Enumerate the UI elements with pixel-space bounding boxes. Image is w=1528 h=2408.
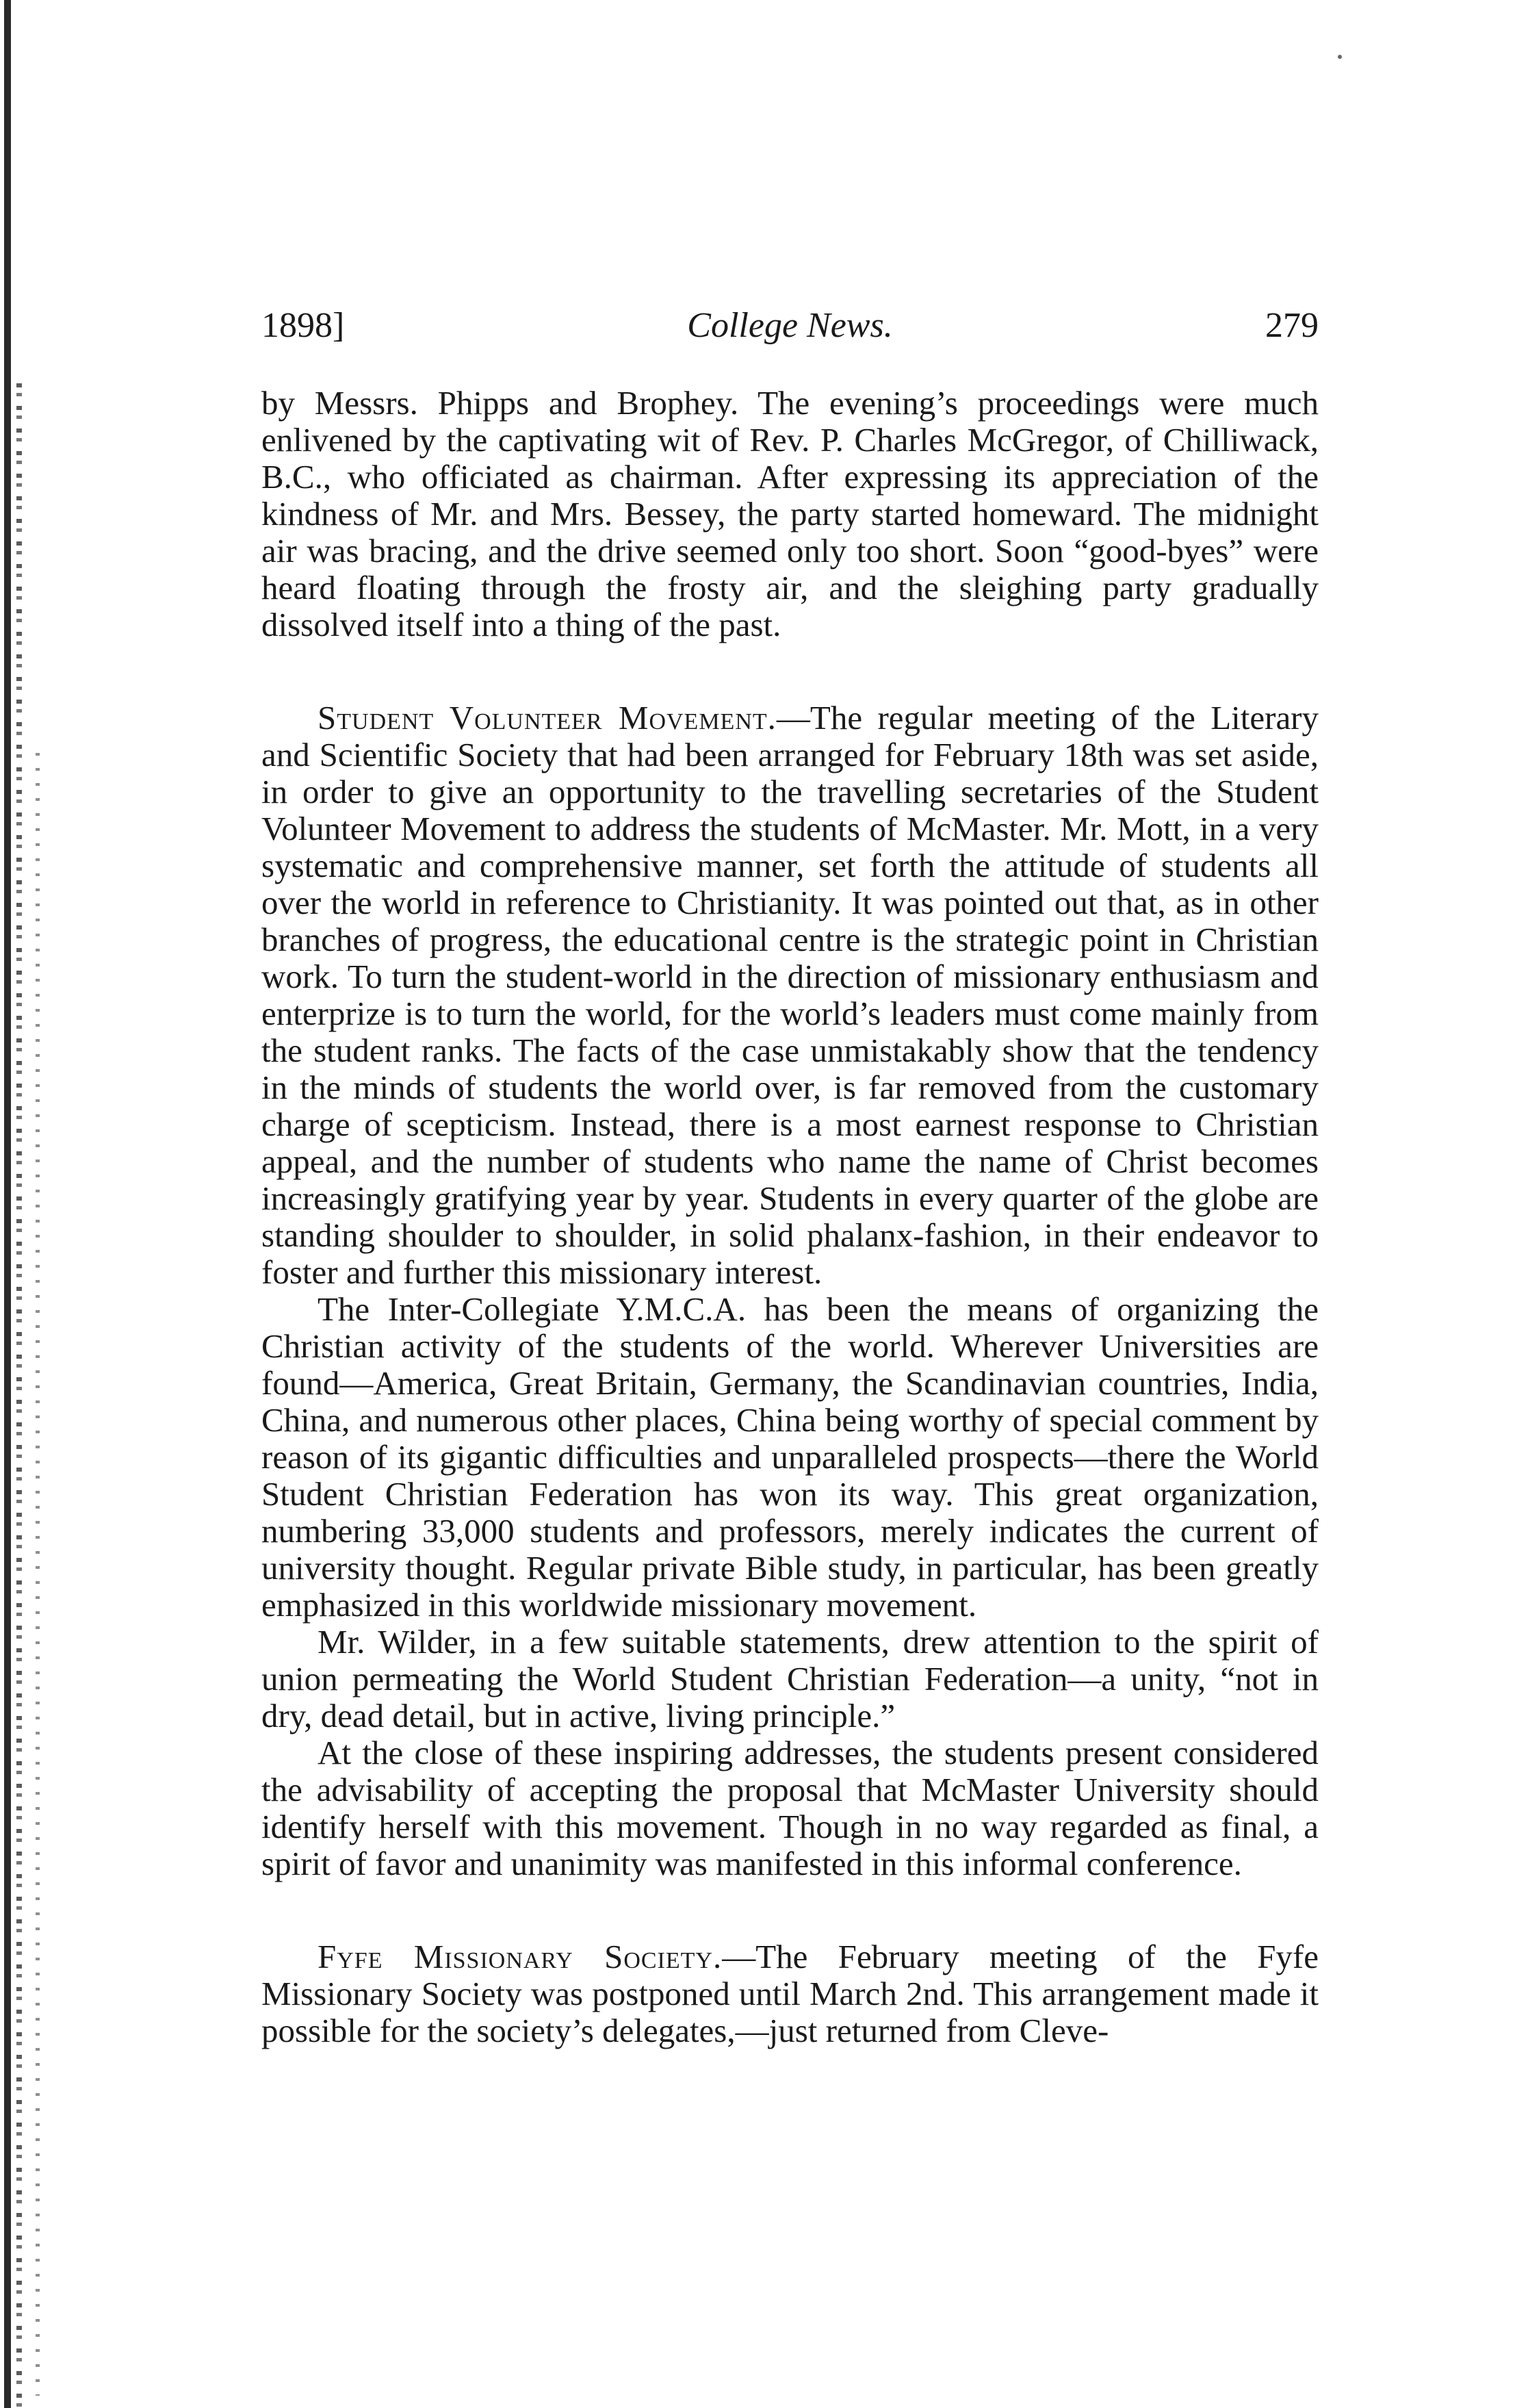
paragraph-student-volunteer: [261, 700, 1319, 1291]
paragraph-inter-collegiate: The Inter-Collegiate Y.M.C.A. has been the means of organizing the Christian activity of the students of the world. Wherever Universities are found—America, Great Britain, Germany, the Scandinavian countries, India, China, and numerous other places, China being worthy of special comment by reason of its gigantic difficulties and unparalleled prospects—there the World Student Christian Federation has won its way. This great organization, numbering 33,000 students and professors, merely indicates the current of university thought. Regular private Bible study, in particular, has been greatly emphasized in this worldwide missionary movement.: [261, 1290, 1319, 1624]
header-year: 1898]: [261, 306, 345, 345]
paragraph-fyfe-missionary: [261, 1938, 1319, 2049]
binding-shadow: [16, 383, 22, 2408]
header-title: College News.: [687, 306, 893, 345]
binding-edge: [4, 0, 11, 2408]
paragraph-close-of-addresses: At the close of these inspiring addresses, the students present considered the advisability of accepting the proposal that McMaster University should identify herself with this movement. Though in no way regarded as final, a spirit of favor and unanimity was manifested in this informal conference.: [261, 1734, 1319, 1882]
binding-shadow-2: [36, 753, 40, 2396]
paragraph-wilder: Mr. Wilder, in a few suitable statements, drew attention to the spirit of union permeating the World Student Christian Federation—a unity, “not in dry, dead detail, but in active, living principle.”: [261, 1623, 1319, 1734]
scan-speck: [1338, 55, 1342, 59]
paragraph-sleighing-continuation: by Messrs. Phipps and Brophey. The evening’s proceedings were much enlivened by the captivating wit of Rev. P. Charles McGregor, of Chilliwack, B.C., who officiated as chairman. After expressing its appreciation of the kindness of Mr. and Mrs. Bessey, the party started homeward. The midnight air was bracing, and the drive seemed only too short. Soon “good-byes” were heard floating through the frosty air, and the sleighing party gradually dissolved itself into a thing of the past.: [261, 384, 1319, 643]
page-number: 279: [1265, 306, 1319, 345]
fyfe-missionary-text: —The February meeting of the Fyfe Missionary Society was postponed until March 2nd. This arrangement made it possible for the society’s delegates,—just returned from Cleve-: [261, 1938, 1319, 2049]
student-volunteer-text: —The regular meeting of the Literary and Scientific Society that had been arranged for February 18th was set aside, in order to give an opportunity to the travelling secretaries of the Student Volunteer Movement to address the students of McMaster. Mr. Mott, in a very systematic and comprehensive manner, set forth the attitude of students all over the world in reference to Christianity. It was pointed out that, as in other branches of progress, the educational centre is the strategic point in Christian work. To turn the student-world in the direction of missionary enthusiasm and enterprize is to turn the world, for the world’s leaders must come mainly from the student ranks. The facts of the case unmistakably show that the tendency in the minds of students the world over, is far removed from the customary charge of scepticism. Instead, there is a most earnest response to Christian appeal, and the number of students who name the name of Christ becomes increasingly gratifying year by year. Students in every quarter of the globe are standing shoulder to shoulder, in solid phalanx-fashion, in their endeavor to foster and further this missionary interest.: [261, 699, 1319, 1291]
article-body: [261, 385, 1319, 2049]
scan-gutter: [0, 0, 55, 2408]
running-head: [261, 305, 1319, 353]
section-heading-fyfe-missionary: Fyfe Missionary Society.: [318, 1938, 723, 1975]
section-heading-student-volunteer: Student Volunteer Movement.: [318, 699, 777, 737]
